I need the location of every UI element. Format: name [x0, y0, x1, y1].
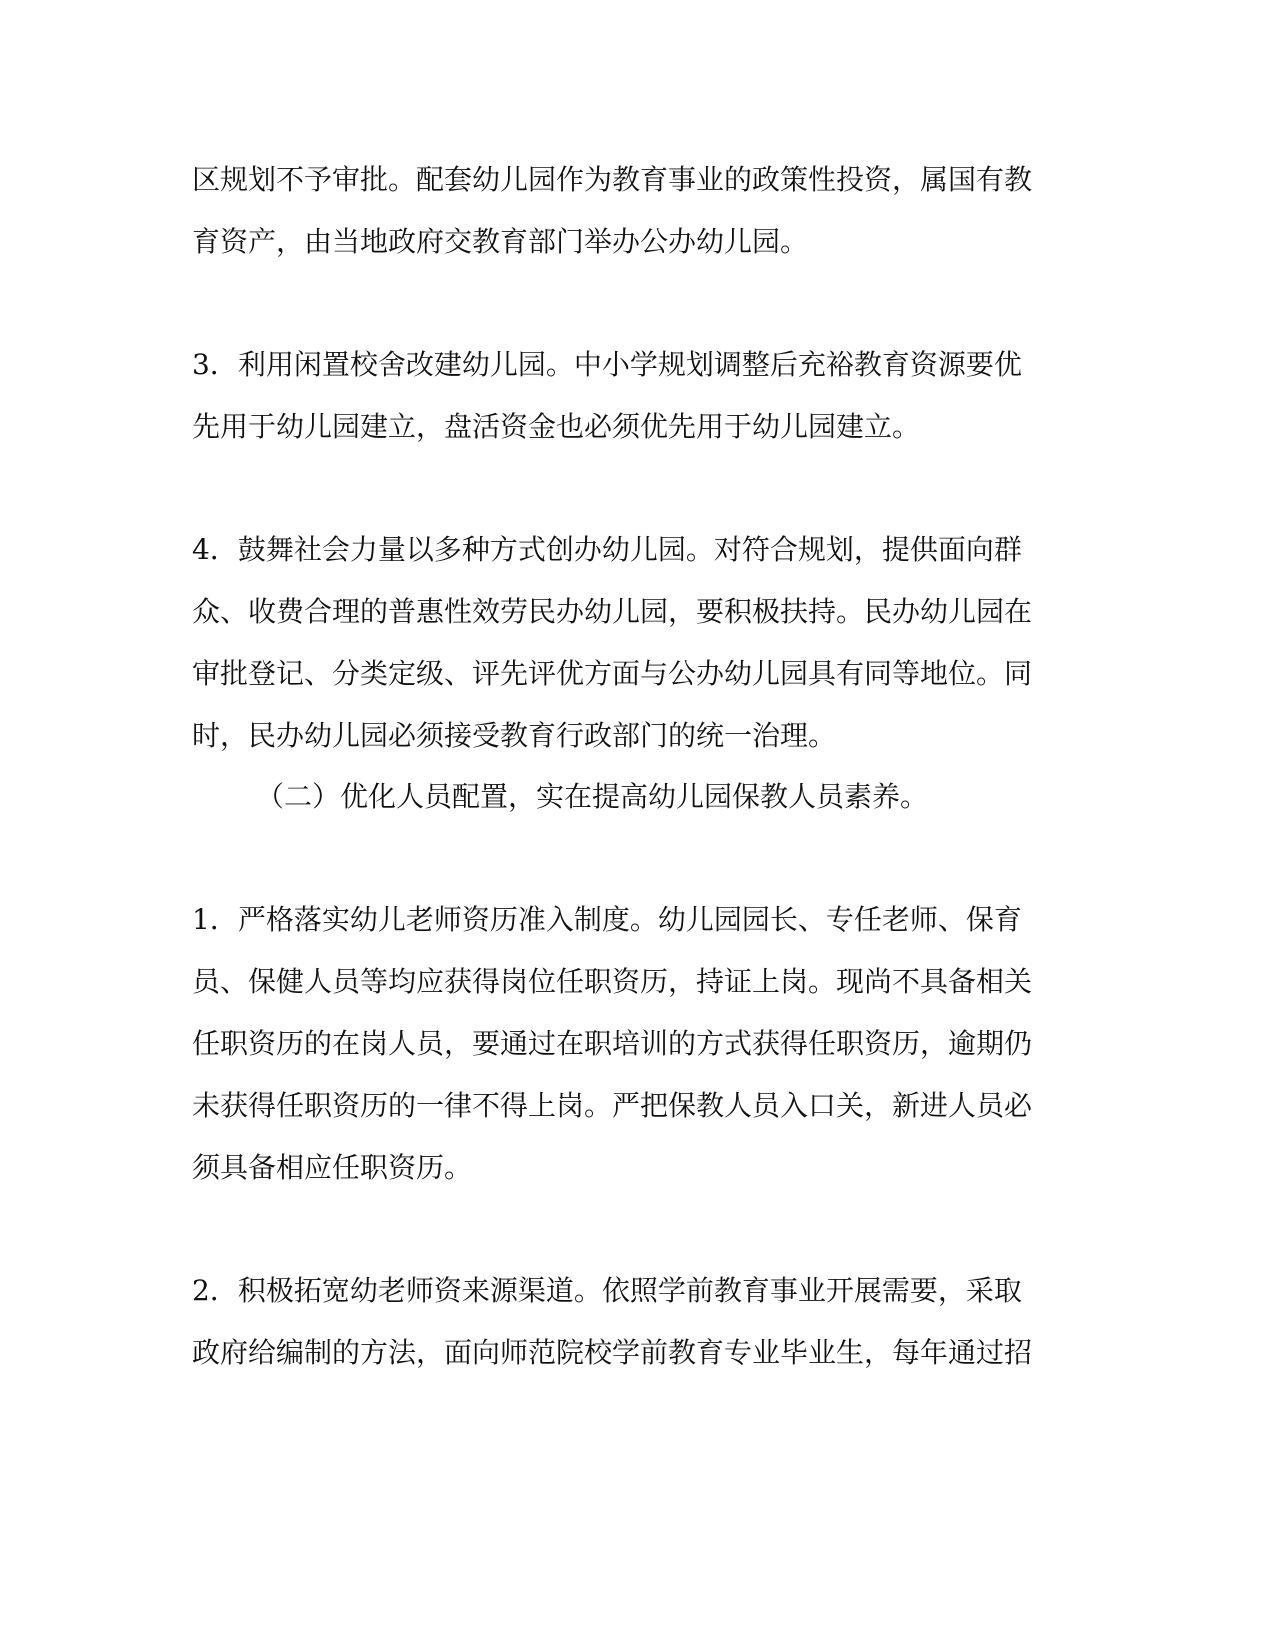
text-line: 政府给编制的方法，面向师范院校学前教育专业毕业生，每年通过招 — [192, 1336, 1033, 1369]
text-line: 众、收费合理的普惠性效劳民办幼儿园，要积极扶持。民办幼儿园在 — [192, 595, 1033, 628]
text-line: 育资产，由当地政府交教育部门举办公办幼儿园。 — [192, 225, 809, 258]
text-line: 先用于幼儿园建立，盘活资金也必须优先用于幼儿园建立。 — [192, 410, 921, 443]
text-line: 区规划不予审批。配套幼儿园作为教育事业的政策性投资，属国有教 — [192, 163, 1033, 196]
text-line: 须具备相应任职资历。 — [192, 1151, 473, 1184]
section-heading: （二）优化人员配置，实在提高幼儿园保教人员素养。 — [256, 780, 929, 813]
text-line: 时，民办幼儿园必须接受教育行政部门的统一治理。 — [192, 719, 837, 752]
text-line: 2．积极拓宽幼老师资来源渠道。依照学前教育事业开展需要，采取 — [192, 1274, 1022, 1307]
text-line: 员、保健人员等均应获得岗位任职资历，持证上岗。现尚不具备相关 — [192, 965, 1033, 998]
text-line: 任职资历的在岗人员，要通过在职培训的方式获得任职资历，逾期仍 — [192, 1027, 1033, 1060]
text-line: 1．严格落实幼儿老师资历准入制度。幼儿园园长、专任老师、保育 — [192, 903, 1022, 936]
text-line: 3．利用闲置校舍改建幼儿园。中小学规划调整后充裕教育资源要优 — [192, 348, 1022, 381]
text-line: 审批登记、分类定级、评先评优方面与公办幼儿园具有同等地位。同 — [192, 657, 1033, 690]
text-line: 未获得任职资历的一律不得上岗。严把保教人员入口关，新进人员必 — [192, 1089, 1033, 1122]
text-line: 4．鼓舞社会力量以多种方式创办幼儿园。对符合规划，提供面向群 — [192, 533, 1022, 566]
